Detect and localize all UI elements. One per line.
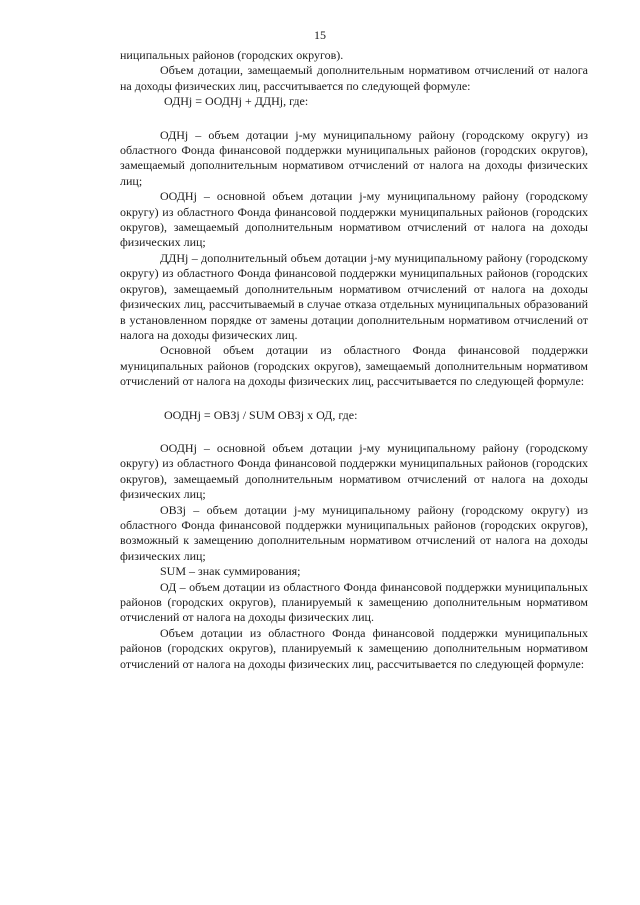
paragraph-main-volume: Основной объем дотации из областного Фонда финансовой поддержки муниципальных районов (городских округов), замещаемый дополнительным нормативом отчислений от налога на доходы физических лиц, рассчитывается по следующей формуле: [120, 343, 588, 389]
spacer [120, 423, 588, 441]
definition-oodn-2: ООДНj – основной объем дотации j-му муниципальному району (городскому округу) из областного Фонда финансовой поддержки муниципальных районов (городских округов), замещаемый дополнительным нормативом отчислений от налога на доходы физических лиц; [120, 440, 588, 502]
paragraph-dotation-volume: Объем дотации, замещаемый дополнительным нормативом отчислений от налога на доходы физических лиц, рассчитывается по следующей формуле: [120, 63, 588, 93]
definition-oodn: ООДНj – основной объем дотации j-му муниципальному району (городскому округу) из областного Фонда финансовой поддержки муниципальных районов (городских округов), замещаемый дополнительным нормативом отчислений от налога на доходы физических лиц; [120, 189, 588, 250]
paragraph-dotation-planned: Объем дотации из областного Фонда финансовой поддержки муниципальных районов (городских округов), планируемый к замещению дополнительным нормативом отчислений от налога на доходы физических лиц, рассчитывается по следующей формуле: [120, 625, 588, 671]
definition-sum: SUM – знак суммирования; [160, 564, 301, 579]
definition-odn: ОДНj – объем дотации j-му муниципальному району (городскому округу) из областного Фонда финансовой поддержки муниципальных районов (городских округов), замещаемый дополнительным нормативом отчислений от налога на доходы физических лиц; [120, 127, 588, 188]
paragraph-continuation: ниципальных районов (городских округов). [120, 48, 344, 62]
formula-odn: ОДНj = ООДНj + ДДНj, где: [164, 94, 309, 109]
page-number: 15 [314, 28, 326, 42]
definition-ovz: ОВЗj – объем дотации j-му муниципальному району (городскому округу) из областного Фонда финансовой поддержки муниципальных районов (городских округов), возможный к замещению дополнительным нормативом отчислений от налога на доходы физических лиц; [120, 502, 588, 563]
spacer [120, 110, 588, 128]
spacer [120, 390, 588, 408]
definition-od: ОД – объем дотации из областного Фонда финансовой поддержки муниципальных районов (городских округов), планируемый к замещению дополнительным нормативом отчислений от налога на доходы физических лиц. [120, 579, 588, 625]
formula-oodn: ООДНj = ОВЗj / SUM ОВЗj х ОД, где: [164, 407, 358, 422]
definition-ddn: ДДНj – дополнительный объем дотации j-му муниципальному району (городскому округу) из областного Фонда финансовой поддержки муниципальных районов (городских округов), замещаемый дополнительным нормативом отчислений от налога на доходы физических лиц, рассчитываемый в случае отказа отдельных муниципальных образований в установленном порядке от замены дотации дополнительным нормативом отчислений от налога на доходы физических лиц. [120, 250, 588, 342]
body-text [120, 48, 588, 672]
